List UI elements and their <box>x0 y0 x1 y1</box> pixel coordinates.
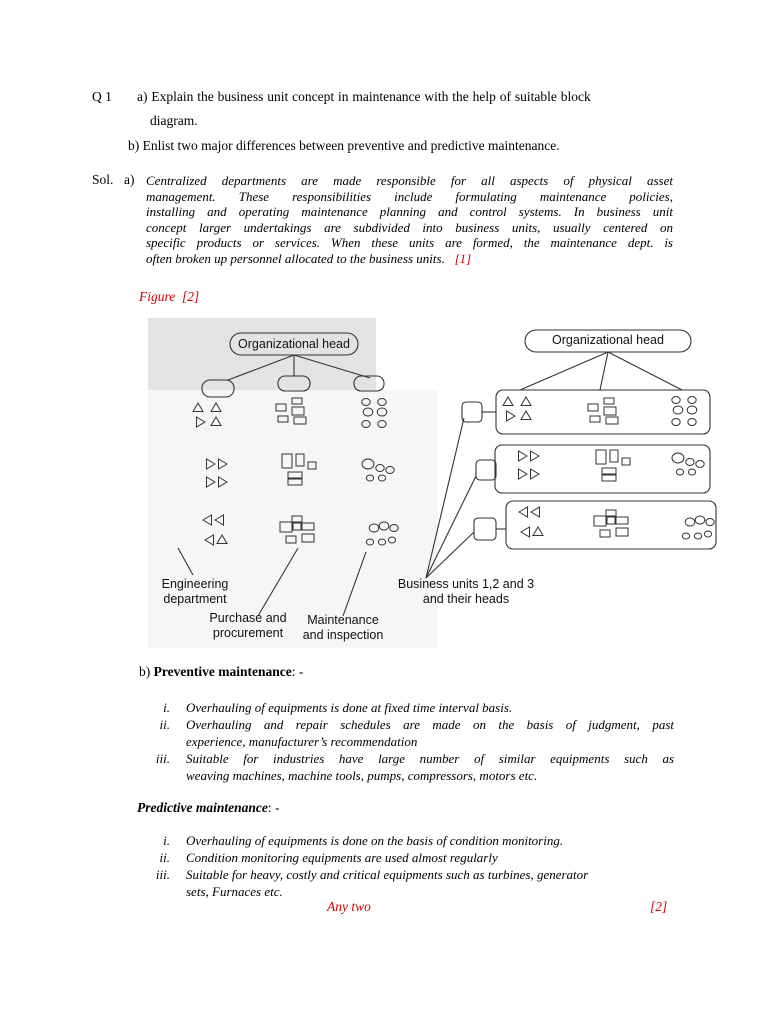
question-part-a: a) Explain the business unit concept in maintenance with the help of suitable block <box>137 89 591 104</box>
rectangle-shape <box>602 468 616 474</box>
preventive-title: Preventive maintenance <box>153 664 292 679</box>
list-item <box>163 832 674 849</box>
list-text: Overhauling of equipments is done at fixed time interval basis. <box>186 700 513 715</box>
list-text: Condition monitoring equipments are used almost regularly <box>186 850 498 865</box>
circle-shape <box>673 406 683 414</box>
rectangle-shape <box>604 398 614 404</box>
predictive-heading <box>137 800 279 816</box>
maintenance-label: and inspection <box>302 628 384 642</box>
part-b-label: b) <box>139 664 151 679</box>
triangle-shape <box>533 527 543 536</box>
rectangle-shape <box>594 516 606 526</box>
business-unit-diagram <box>148 318 738 648</box>
triangle-shape <box>519 451 528 461</box>
rectangle-shape <box>622 458 630 465</box>
list-number: i. <box>163 700 170 715</box>
list-number: ii. <box>159 850 170 865</box>
triangle-shape <box>519 469 528 479</box>
part-b-heading <box>139 664 303 680</box>
circle-shape <box>694 533 701 539</box>
list-item <box>159 716 674 750</box>
purchase-label: Purchase and <box>209 611 287 625</box>
purchase-label: procurement <box>212 626 284 640</box>
triangle-shape <box>521 397 531 406</box>
rectangle-shape <box>602 475 616 481</box>
engineering-label: Engineering <box>161 577 229 591</box>
unit-head-box <box>476 460 496 480</box>
question-number: Q 1 <box>92 89 112 104</box>
rectangle-shape <box>600 530 610 537</box>
rectangle-shape <box>607 517 615 524</box>
rectangle-shape <box>606 510 616 516</box>
solution-part-label: a) <box>124 172 135 187</box>
predictive-list <box>155 832 674 900</box>
list-text: Suitable for industries have large number of similar equipments such as <box>186 751 674 766</box>
list-item <box>159 849 674 866</box>
circle-shape <box>672 453 684 463</box>
part-b-marks: [2] <box>650 899 668 914</box>
predictive-title-suffix: : - <box>267 800 280 815</box>
question-part-b: b) Enlist two major differences between preventive and predictive maintenance. <box>128 138 560 153</box>
circle-shape <box>695 516 705 524</box>
circle-shape <box>686 459 694 466</box>
list-number: iii. <box>155 867 170 882</box>
rectangle-shape <box>604 407 616 415</box>
business-units-label: Business units 1,2 and 3 <box>397 577 535 591</box>
solution-label: Sol. <box>92 172 114 187</box>
solution-line: specific products or services. When these units are formed, the maintenance dept. is <box>146 235 673 251</box>
list-text: Overhauling and repair schedules are made on the basis of judgment, past <box>186 717 674 732</box>
circle-shape <box>706 519 714 526</box>
rectangle-shape <box>588 404 598 411</box>
list-number: ii. <box>159 717 170 732</box>
preventive-list <box>155 699 674 784</box>
question-part-a-continued: diagram. <box>150 113 198 128</box>
circle-shape <box>682 533 689 539</box>
engineering-label: department <box>163 592 227 606</box>
triangle-shape <box>531 507 540 517</box>
triangle-shape <box>521 527 530 537</box>
list-item <box>155 750 674 784</box>
rectangle-shape <box>616 528 628 536</box>
rectangle-shape <box>616 517 628 524</box>
triangle-shape <box>531 469 540 479</box>
figure-label: Figure [2] <box>139 289 200 304</box>
circle-shape <box>676 469 683 475</box>
triangle-shape <box>519 507 528 517</box>
solution-line: installing and operating maintenance planning and control systems. In business unit <box>146 204 673 220</box>
list-number: iii. <box>155 751 170 766</box>
triangle-shape <box>503 397 513 406</box>
any-two-note: Any two <box>327 899 371 914</box>
rectangle-shape <box>596 450 606 464</box>
unit-head-box <box>462 402 482 422</box>
solution-marks: [1] <box>454 250 472 266</box>
circle-shape <box>704 531 711 537</box>
solution-line: management. These responsibilities include formulating maintenance policies, <box>146 188 673 204</box>
circle-shape <box>688 397 696 404</box>
list-text: weaving machines, machine tools, pumps, compressors, motors etc. <box>186 768 538 783</box>
triangle-shape <box>521 411 531 420</box>
circle-shape <box>672 419 680 426</box>
circle-shape <box>696 461 704 468</box>
triangle-shape <box>531 451 540 461</box>
list-text: sets, Furnaces etc. <box>186 884 283 899</box>
org-head-label-right: Organizational head <box>552 333 664 347</box>
circle-shape <box>687 406 697 414</box>
org-head-label-left: Organizational head <box>238 337 350 351</box>
circle-shape <box>672 397 680 404</box>
solution-paragraph <box>146 173 673 267</box>
preventive-title-suffix: : - <box>291 664 304 679</box>
circle-shape <box>688 419 696 426</box>
business-units-label: and their heads <box>422 592 510 606</box>
maintenance-label: Maintenance <box>307 613 379 627</box>
list-item <box>155 866 674 900</box>
list-text: experience, manufacturer’s recommendation <box>186 734 418 749</box>
list-number: i. <box>163 833 170 848</box>
rectangle-shape <box>606 417 618 424</box>
rectangle-shape <box>610 450 618 462</box>
triangle-shape <box>507 411 516 421</box>
circle-shape <box>685 518 695 526</box>
list-text: Overhauling of equipments is done on the basis of condition monitoring. <box>186 833 564 848</box>
list-item <box>163 699 674 716</box>
predictive-title: Predictive maintenance <box>137 800 268 815</box>
solution-line: concept larger undertakings are subdivided into business units, usually centered on <box>146 219 673 235</box>
list-text: Suitable for heavy, costly and critical equipments such as turbines, generator <box>186 867 589 882</box>
solution-line: often broken up personnel allocated to the business units. <box>146 250 445 266</box>
rectangle-shape <box>590 416 600 422</box>
solution-line: Centralized departments are made responsible for all aspects of physical asset <box>146 173 673 188</box>
circle-shape <box>688 469 695 475</box>
unit-head-box <box>474 518 496 540</box>
